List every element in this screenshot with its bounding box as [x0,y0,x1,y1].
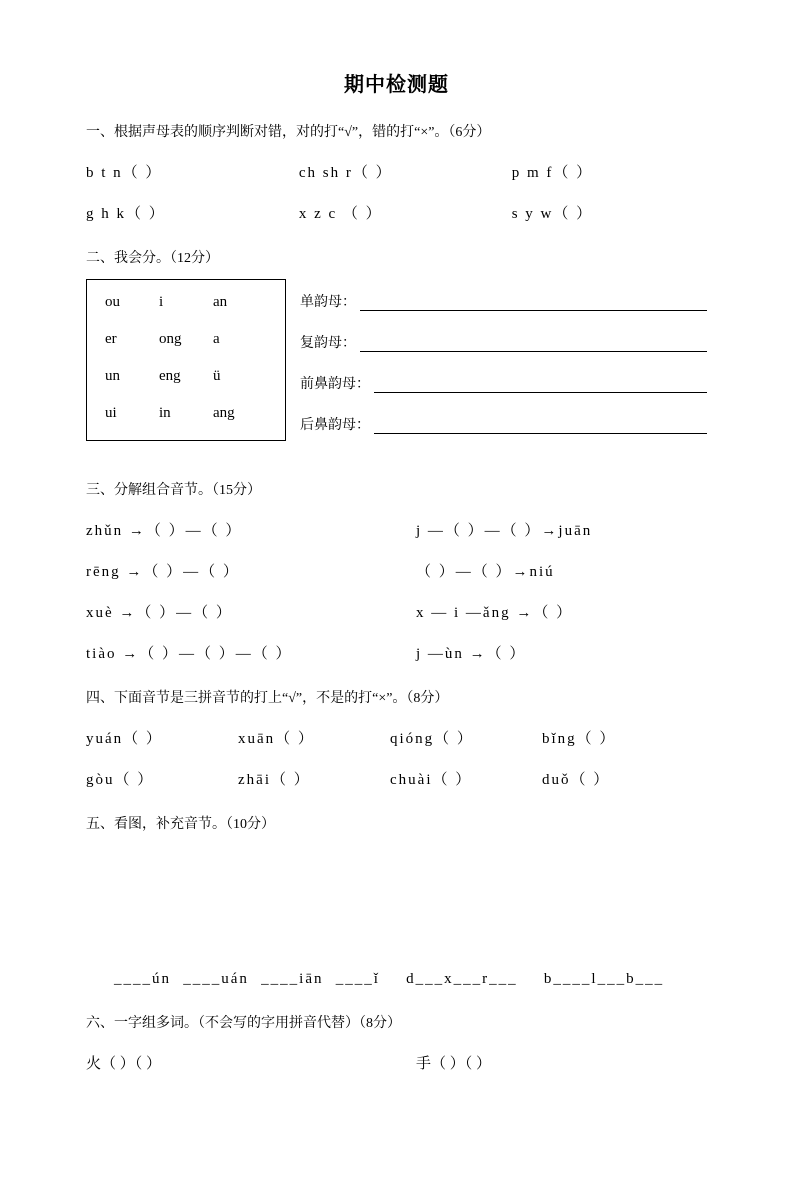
section4-cell: gòu（ ） [86,772,155,788]
vowel-box-row [105,405,267,422]
section3-row [86,601,707,622]
section-heading-6: 六、一字组多词。（不会写的字用拼音代替）（8分） [86,1016,401,1031]
section3-row [86,560,707,581]
blank-row [300,332,707,352]
section3-left: rēng →（ ）—（ ） [86,564,240,580]
section-heading-5: 五、看图，补充音节。（10分） [86,817,275,832]
vowel-cell: ü [213,368,221,384]
blank-row [300,373,707,393]
section5-blank: ____iān [261,971,324,987]
vowel-cell: a [213,331,220,347]
section-heading-2: 二、我会分。（12分） [86,251,219,266]
section4-row [86,727,707,748]
section2-body [86,279,707,455]
section3-left: xuè →（ ）—（ ） [86,605,233,621]
vowel-cell: er [105,331,117,347]
section3-right: j —ùn →（ ） [416,646,527,662]
section1-row-2 [86,202,707,223]
section6-left: 火（ ）（ ） [86,1056,162,1072]
vowel-cell: i [159,294,164,310]
vowel-cell: ou [105,294,120,310]
section4-row [86,768,707,789]
section4-cell: yuán（ ） [86,731,163,747]
answer-line[interactable] [374,378,707,393]
section4-cell: zhāi（ ） [238,772,311,788]
document-page [0,68,793,1190]
section5-answer-row [86,971,707,988]
section4-cell: duǒ（ ） [542,772,611,788]
page-title: 期中检测题 [344,74,449,96]
section3-right: x — i —ǎng →（ ） [416,605,574,621]
section1-cell: s y w（ ） [511,206,594,222]
section4-cell: qióng（ ） [390,731,474,747]
section4-cell: xuān（ ） [238,731,315,747]
section-heading-3: 三、分解组合音节。（15分） [86,483,261,498]
section1-cell: g h k（ ） [86,206,166,222]
vowel-cell: ong [159,331,182,347]
vowel-cell: un [105,368,120,384]
vowel-cell: ui [105,405,117,421]
section5-blank: ____ǐ [335,971,380,987]
vowel-box-row [105,368,267,385]
answer-line[interactable] [374,419,707,434]
section3-right: （ ）—（ ）→niú [416,564,555,580]
section3-row [86,642,707,663]
section5-blank: ____ún [114,971,171,987]
section3-row [86,519,707,540]
section3-right: j —（ ）—（ ）→juān [416,523,593,539]
section-heading-1: 一、根据声母表的顺序判断对错，对的打“√”，错的打“×”。（6分） [86,125,491,140]
section1-cell: ch sh r（ ） [298,165,393,181]
section4-cell: bǐng（ ） [542,731,617,747]
blank-label: 后鼻韵母： [300,418,370,433]
section-heading-4: 四、下面音节是三拼音节的打上“√”，不是的打“×”。（8分） [86,691,449,706]
section3-left: zhǔn →（ ）—（ ） [86,523,243,539]
blank-label: 前鼻韵母： [300,377,370,392]
section1-cell: p m f（ ） [511,165,594,181]
section1-row-1 [86,161,707,182]
section3-left: tiào →（ ）—（ ）—（ ） [86,646,293,662]
section5-blank: ____uán [183,971,249,987]
vowel-cell: eng [159,368,181,384]
blank-label: 复韵母： [300,336,356,351]
blank-label: 单韵母： [300,295,356,310]
answer-line[interactable] [360,337,707,352]
vowel-box-row [105,331,267,348]
picture-area [86,833,707,953]
vowel-cell: ang [213,405,235,421]
answer-line[interactable] [360,296,707,311]
section4-cell: chuài（ ） [390,772,473,788]
vowel-box-row [105,294,267,311]
section5-blank: b____l___b___ [543,971,665,987]
section6-right: 手（ ）（ ） [416,1056,492,1072]
vowel-cell: an [213,294,228,310]
section1-cell: x z c （ ） [298,206,383,222]
blank-row [300,291,707,311]
section2-blanks [300,279,707,455]
blank-row [300,414,707,434]
vowel-box [86,279,286,441]
section6-row [86,1052,707,1073]
vowel-cell: in [159,405,171,421]
section1-cell: b t n（ ） [86,165,163,181]
section5-blank: d___x___r___ [406,971,518,987]
